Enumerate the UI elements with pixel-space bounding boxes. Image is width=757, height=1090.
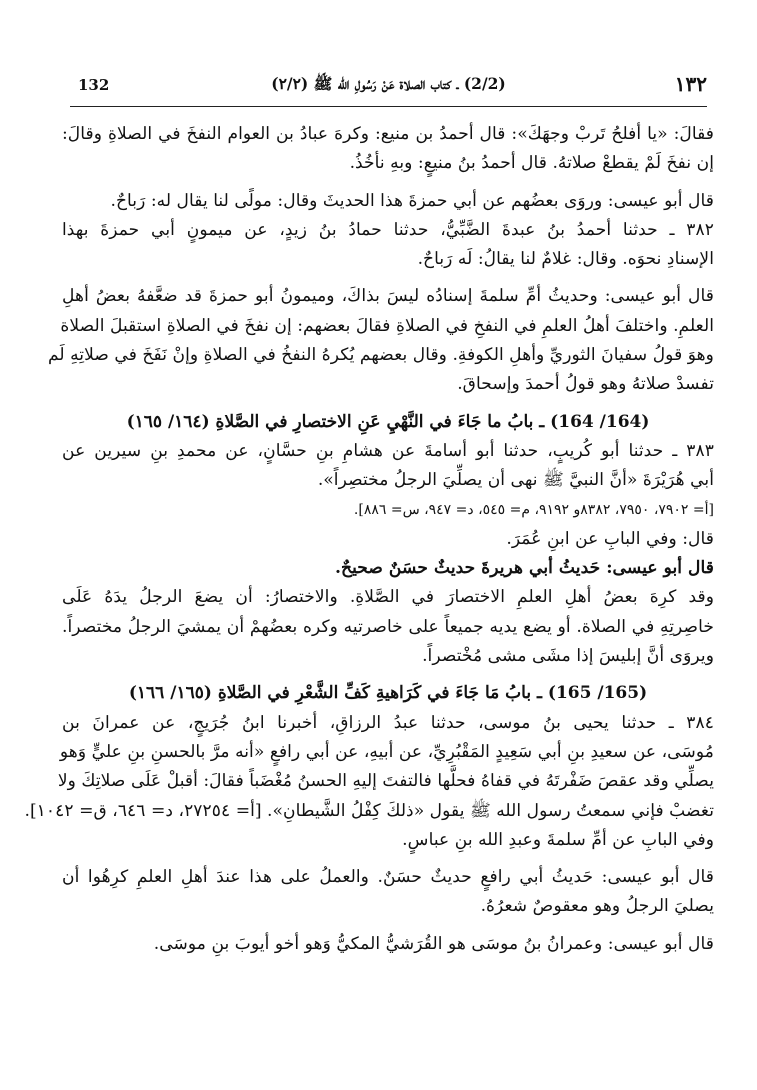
text-line: الإسنادِ نحوَه. وقال: غلامٌ لنا يقالُ: لَه رَباحٌ. xyxy=(417,249,714,270)
running-title: (2/2) ـ كتاب الصلاة عَنْ رَسُولِ الله ﷺ (٢/٢) xyxy=(271,74,506,93)
hadith-383: ٣٨٣ ـ حدثنا أبو كُريبٍ، حدثنا أبو أسامةَ عن هشامِ بنِ حسَّانٍ، عن محمدِ بنِ سيرين عن xyxy=(62,440,714,461)
text-line: قال أبو عيسى: وروَى بعضُهم عن أبي حمزةَ هذا الحديثَ وقال: مولًى لنا يقال له: رَباحٌ. xyxy=(110,190,714,211)
text-line: قال أبو عيسى: حَديثُ أبي هريرةَ حديثٌ حسَنٌ صحيحٌ. xyxy=(334,558,714,579)
text-line: خاصِرتِهِ في الصلاة. أو يضع يديه جميعاً على خاصرتيه وكره بعضُهمْ أن يمشيَ الرجلُ مختصراً. xyxy=(62,616,714,637)
text-line: قال: وفي البابِ عن ابنِ عُمَرَ. xyxy=(506,528,714,549)
text-line: إن نفخَ لَمْ يقطعْ صلاتهُ. قال أحمدُ بنُ منيعٍ: وبهِ نأخُذُ. xyxy=(349,153,714,174)
text-line: يصلِّي وقد عقصَ ضَفْرتَهُ في قفاهُ فحلَّها فالتفتَ إليهِ الحسنُ مُغْضَباً فقالَ: أقبلْ عَلَى صلاتِكَ ولا xyxy=(57,771,714,792)
text-line: العلمِ. واختلفَ أهلُ العلمِ في النفخِ في الصلاةِ فقالَ بعضهم: إن نفخَ في الصلاةِ استقبلَ الصلاة xyxy=(60,315,714,336)
text-line: قال أبو عيسى: وعمرانُ بنُ موسَى هو القُرَشيُّ المكيُّ وَهو أخو أيوبَ بنِ موسَى. xyxy=(153,933,714,954)
chapter-heading-165: (165/ 165) ـ بابُ مَا جَاءَ في كَرَاهيةِ كَفِّ الشَّعْرِ في الصَّلاةِ (١٦٥/ ١٦٦) xyxy=(128,683,648,704)
text-line: تغضبْ فإني سمعتُ رسول الله ﷺ يقول «ذلكَ كِفْلُ الشَّيطانِ». [أ= ٢٧٢٥٤، د= ٦٤٦، ق= ١٠٤٢]. xyxy=(24,800,714,821)
chapter-heading-164: (164/ 164) ـ بابُ ما جَاءَ في النَّهْيِ عَنِ الاختصارِ في الصَّلاةِ (١٦٤/ ١٦٥) xyxy=(126,411,650,432)
text-line: قال أبو عيسى: وحديثُ أمِّ سلمةَ إسنادُه ليسَ بذاكَ، وميمونُ أبو حمزةَ قد ضعَّفهُ بعضُ أهلِ xyxy=(62,286,714,307)
text-line: يصليَ الرجلُ وهو معقوصٌ شعرُهُ. xyxy=(480,896,714,917)
text-line: ويروَى أنَّ إبليسَ إذا مشَى مشى مُخْتصراً. xyxy=(422,646,714,667)
text-line: وفي البابِ عن أمِّ سلمةَ وعبدِ الله بنِ عباسٍ. xyxy=(402,829,714,850)
page-header xyxy=(70,70,707,107)
text-line: وهوَ قولُ سفيانَ الثوريِّ وأهلِ الكوفةِ. وقال بعضهم يُكرهُ النفخُ في الصلاةِ وإنْ نَفَخَ في صلاتِهِ لَم xyxy=(47,345,714,366)
text-line: قال أبو عيسى: حَديثُ أبي رافعٍ حديثٌ حسَنٌ. والعملُ على هذا عندَ أهلِ العلمِ كرِهُوا أن xyxy=(62,867,714,888)
text-line: أبي هُرَيْرَةَ «أنَّ النبيَّ ﷺ نهى أن يصلِّيَ الرجلُ مختصِراً». xyxy=(317,470,714,491)
body-text xyxy=(24,120,714,959)
text-line: تفسدْ صلاتهُ وهو قولُ أحمدَ وإسحاقَ. xyxy=(457,374,714,395)
page-number-latin: 132 xyxy=(78,76,110,94)
reference-note: [أ= ٧٩٠٢، ٧٩٥٠، ٨٣٨٢و ٩١٩٢، م= ٥٤٥، د= ٩٤٧، س= ٨٨٦]. xyxy=(353,501,714,518)
text-line: فقالَ: «يا أفلحُ تَربْ وجهَكَ»: قال أحمدُ بن منيع: وكرهَ عبادُ بن العوام النفخَ في الصلاةِ وقالَ: xyxy=(62,124,714,144)
text-line: وقد كرِهَ بعضُ أهلِ العلمِ الاختصارَ في الصَّلاةِ. والاختصارُ: أن يضعَ الرجلُ يدَهُ عَلَى xyxy=(62,587,714,608)
page-number-arabic: ١٣٢ xyxy=(674,72,707,96)
hadith-382: ٣٨٢ ـ حدثنا أحمدُ بنُ عبدةَ الضَّبِّيُّ، حدثنا حمادُ بنُ زيدٍ، عن ميمونٍ أبي حمزةَ بهذا xyxy=(62,219,714,240)
text-line: مُوسَى، عن سعيدِ بنِ أبي سَعِيدٍ المَقْبُرِيِّ، عن أبيهِ، عن أبي رافعٍ «أنه مرَّ بالحسنِ بنِ عليٍّ وَهو xyxy=(59,741,714,762)
hadith-384: ٣٨٤ ـ حدثنا يحيى بنُ موسى، حدثنا عبدُ الرزاقِ، أخبرنا ابنُ جُرَيجٍ، عن عمرانَ بن xyxy=(62,712,714,733)
